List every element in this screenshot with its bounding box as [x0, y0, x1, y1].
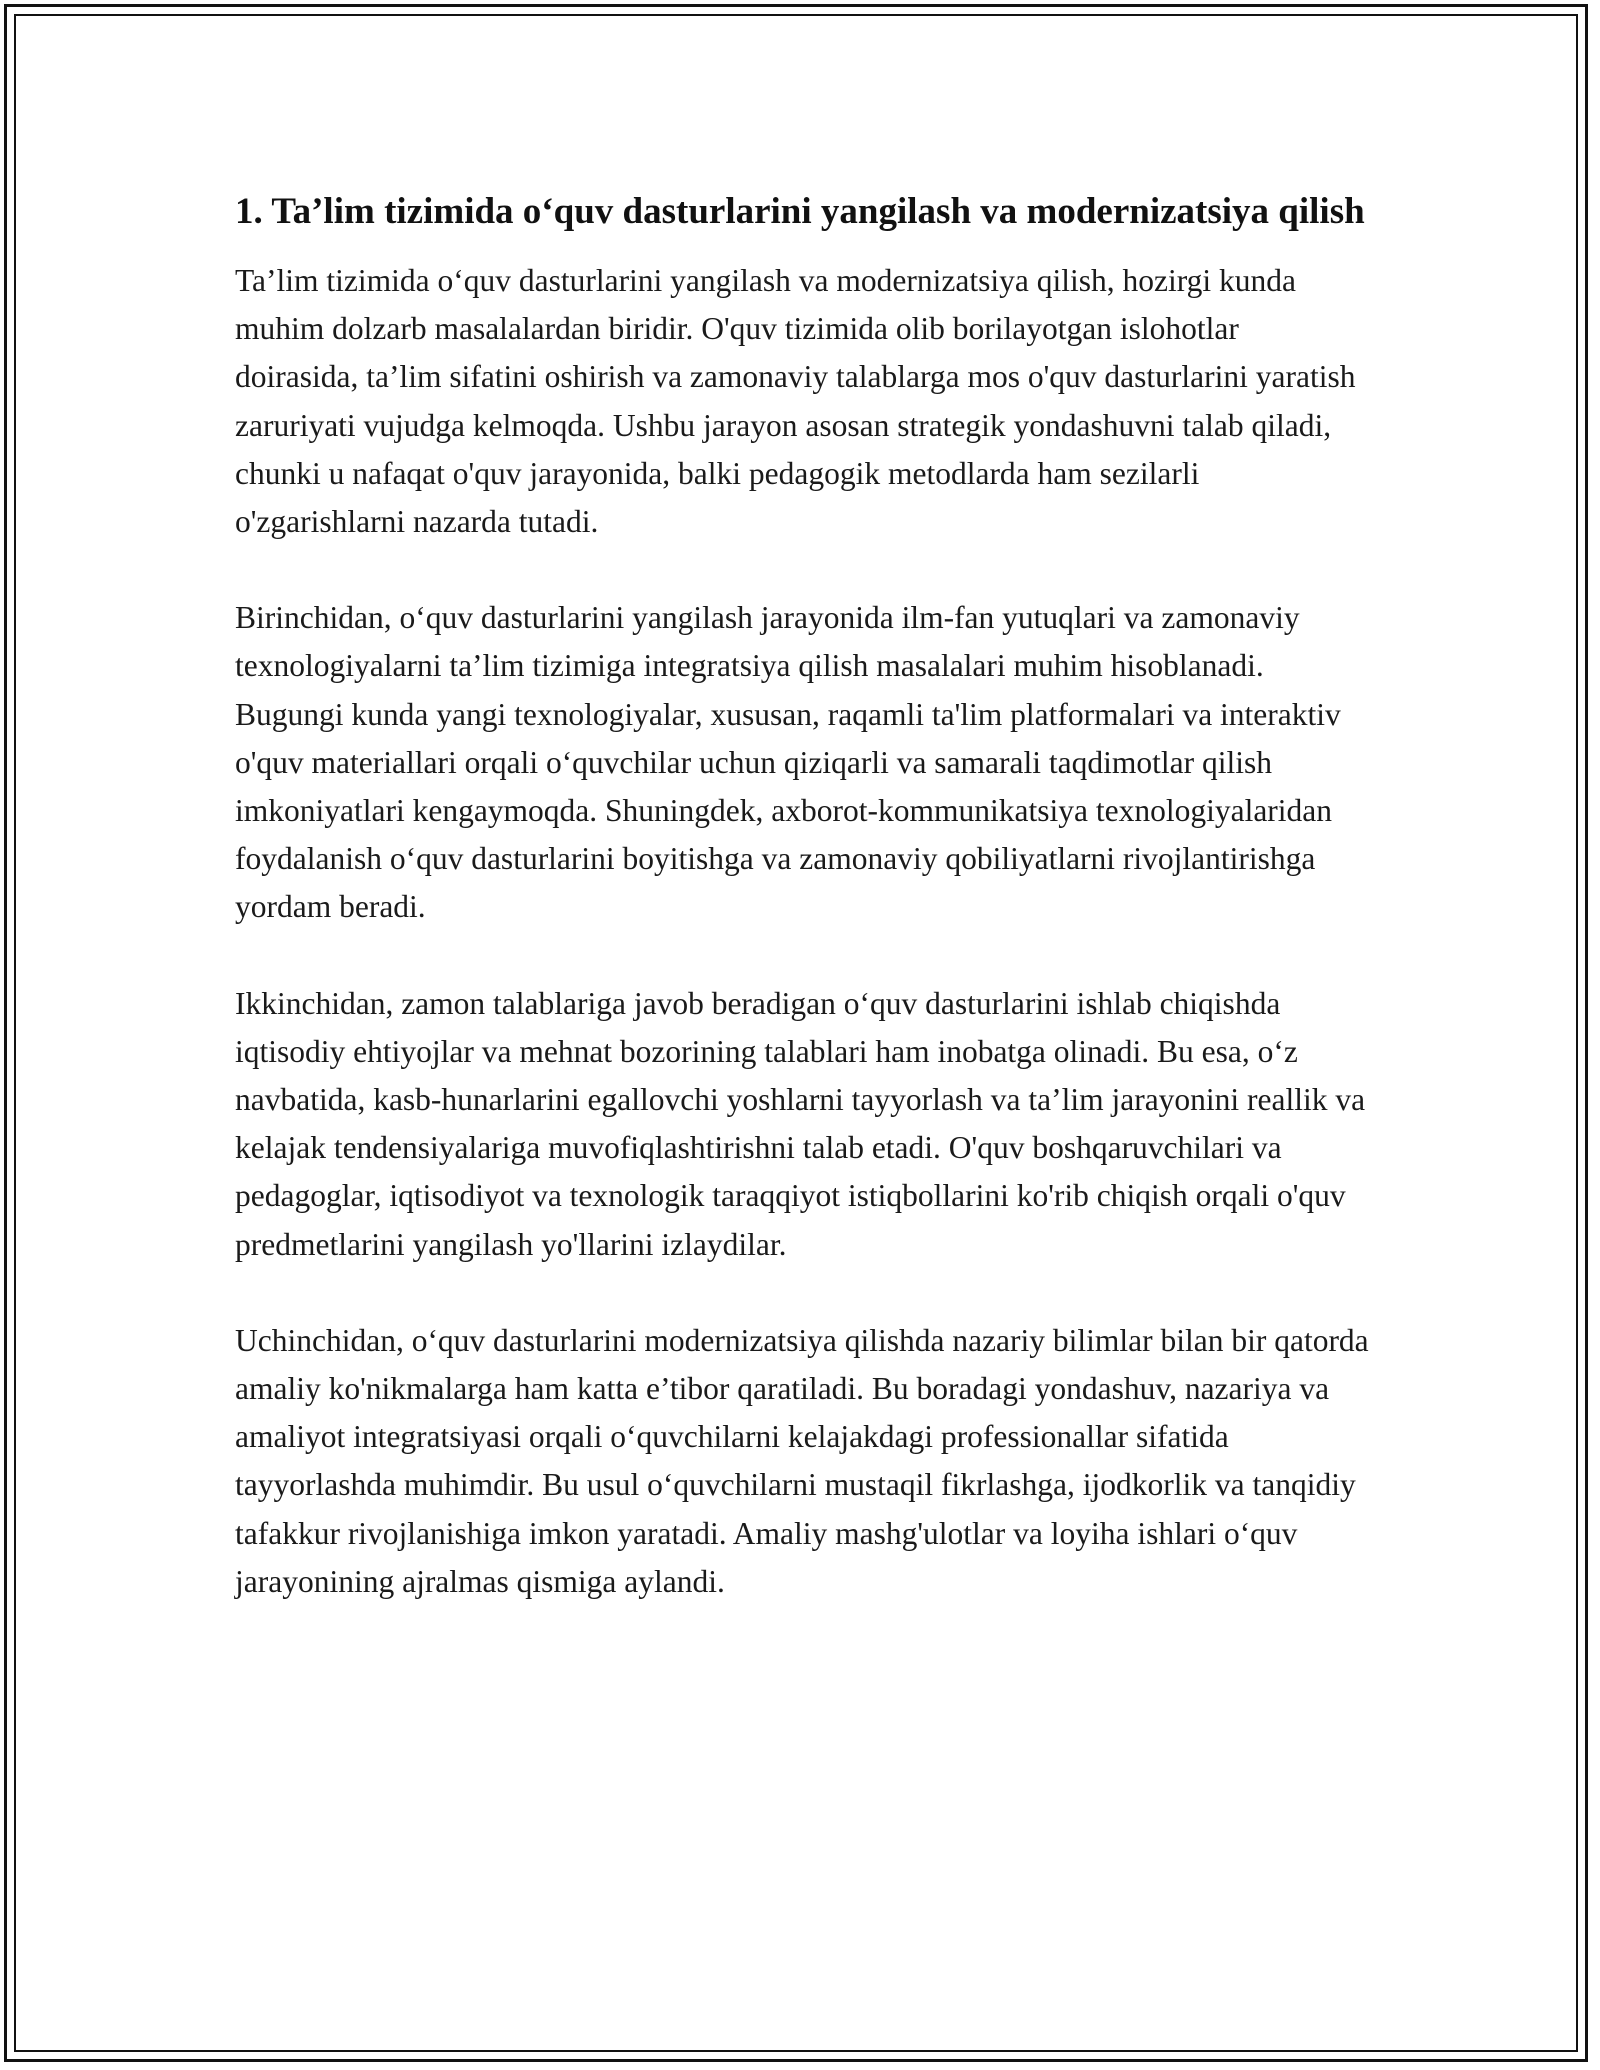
paragraph-first-point: Birinchidan, o‘quv dasturlarini yangilash jarayonida ilm-fan yutuqlari va zamonaviy texnologiyalarni ta’lim tizimiga integratsiya qilish masalalari muhim hisoblanadi. Bugungi kunda yangi texnologiyalar, xususan, raqamli ta'lim platformalari va interaktiv o'quv materiallari orqali o‘quvchilar uchun qiziqarli va samarali taqdimotlar qilish imkoniyatlari kengaymoqda. Shuningdek, axborot-kommunikatsiya texnologiyalaridan foydalanish o‘quv dasturlarini boyitishga va zamonaviy qobiliyatlarni rivojlantirishga yordam beradi. [235, 600, 1341, 925]
paragraph-intro: Ta’lim tizimida o‘quv dasturlarini yangilash va modernizatsiya qilish, hozirgi kunda muhim dolzarb masalalardan biridir. O'quv tizimida olib borilayotgan islohotlar doirasida, ta’lim sifatini oshirish va zamonaviy talablarga mos o'quv dasturlarini yaratish zaruriyati vujudga kelmoqda. Ushbu jarayon asosan strategik yondashuvni talab qiladi, chunki u nafaqat o'quv jarayonida, balki pedagogik metodlarda ham sezilarli o'zgarishlarni nazarda tutadi. [235, 263, 1356, 540]
paragraph-third-point: Uchinchidan, o‘quv dasturlarini modernizatsiya qilishda nazariy bilimlar bilan bir qatorda amaliy ko'nikmalarga ham katta e’tibor qaratiladi. Bu boradagi yondashuv, nazariya va amaliyot integratsiyasi orqali o‘quvchilarni kelajakdagi professionallar sifatida tayyorlashda muhimdir. Bu usul o‘quvchilarni mustaqil fikrlashga, ijodkorlik va tanqidiy tafakkur rivojlanishiga imkon yaratadi. Amaliy mashg'ulotlar va loyiha ishlari o‘quv jarayonining ajralmas qismiga aylandi. [235, 1322, 1369, 1599]
paragraph-second-point: Ikkinchidan, zamon talablariga javob beradigan o‘quv dasturlarini ishlab chiqishda iqtisodiy ehtiyojlar va mehnat bozorining talablari ham inobatga olinadi. Bu esa, o‘z navbatida, kasb-hunarlarini egallovchi yoshlarni tayyorlash va ta’lim jarayonini reallik va kelajak tendensiyalariga muvofiqlashtirishni talab etadi. O'quv boshqaruvchilari va pedagoglar, iqtisodiyot va texnologik taraqqiyot istiqbollarini ko'rib chiqish orqali o'quv predmetlarini yangilash yo'llarini izlaydilar. [235, 985, 1366, 1262]
section-heading: 1. Ta’lim tizimida o‘quv dasturlarini yangilash va modernizatsiya qilish [235, 191, 1365, 232]
document-body [235, 185, 1370, 1654]
